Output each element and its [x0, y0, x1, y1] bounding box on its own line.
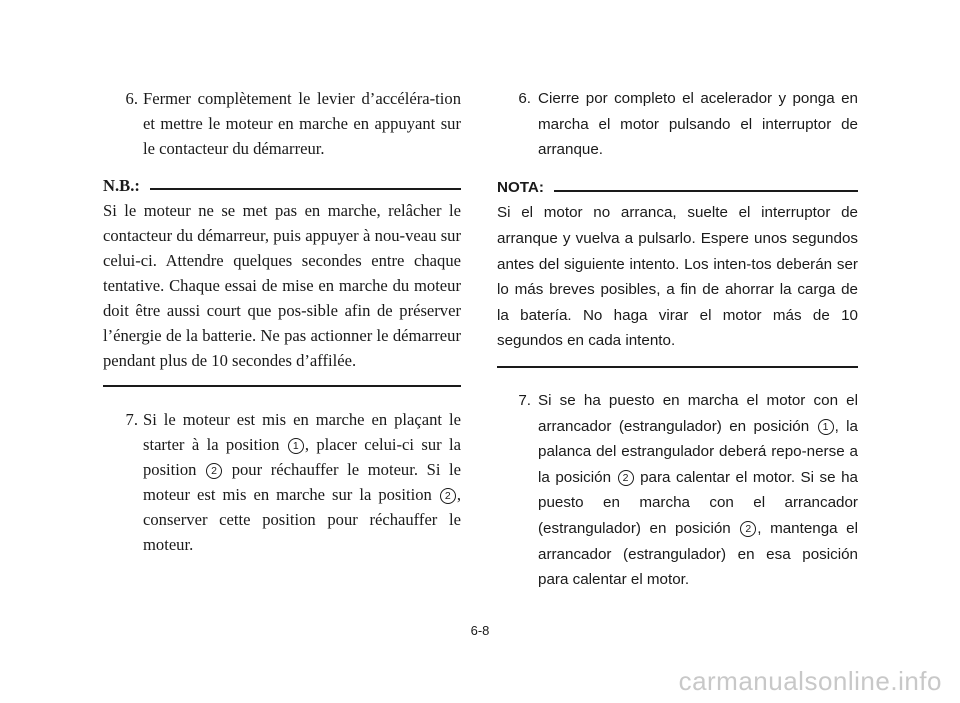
french-step-7 — [103, 407, 461, 557]
position-1-marker: 1 — [818, 419, 834, 435]
note-end-rule — [497, 366, 858, 368]
french-column — [103, 86, 461, 557]
spanish-step-6 — [497, 86, 858, 163]
french-note-header — [103, 173, 461, 198]
spanish-note-header — [497, 175, 858, 201]
spanish-step-7 — [497, 388, 858, 593]
step-text: Fermer complètement le levier d’accéléra-tion et mettre le moteur en marche en appuyant sur le contacteur du démarreur. — [143, 89, 461, 158]
position-1-marker: 1 — [288, 438, 304, 454]
step-text: Cierre por completo el acelerador y ponga en marcha el motor pulsando el interruptor de arranque. — [538, 90, 858, 159]
note-rule — [150, 188, 461, 190]
note-label: N.B.: — [103, 176, 140, 195]
step-number: 6. — [125, 89, 138, 108]
page-number: 6-8 — [470, 623, 490, 638]
position-2-marker: 2 — [440, 488, 456, 504]
step-number: 6. — [518, 90, 531, 107]
french-note-text: Si le moteur ne se met pas en marche, relâcher le contacteur du démarreur, puis appuyer à nou-veau sur celui-ci. Attendre quelques secondes entre chaque tentative. Chaque essai de mise en marche du moteur doit être aussi court que pos-sible afin de préserver l’énergie de la batterie. Ne pas actionner le démarreur pendant plus de 10 secondes d’affilée. — [103, 201, 461, 370]
step-number: 7. — [518, 391, 531, 409]
note-rule — [554, 190, 858, 192]
step-number: 7. — [125, 410, 138, 429]
step-text: Si se ha puesto en marcha el motor con el arrancador (estrangulador) en posición 1 , la palanca del estrangulador deberá repo-nerse a la posición 2 para calentar el motor. Si se ha puesto en marcha con el arrancador (estrangulador) en posición 2 , mantenga el arrancador (estrangulador) en esa posición para calentar el motor. — [538, 391, 859, 589]
spanish-column — [497, 86, 858, 593]
french-step-6 — [103, 86, 461, 161]
step-text: Si le moteur est mis en marche en plaçant le starter à la position 1 , placer celui-ci sur la position 2 pour réchauffer le moteur. Si le moteur est mis en marche sur la position 2 , conserver cette position pour réchauffer le moteur. — [143, 410, 462, 554]
position-2-marker: 2 — [740, 521, 756, 537]
position-2-marker: 2 — [618, 470, 634, 486]
position-2-marker: 2 — [206, 463, 222, 479]
watermark: carmanualsonline.info — [678, 666, 942, 696]
note-end-rule — [103, 385, 461, 387]
note-label: NOTA: — [497, 178, 544, 196]
spanish-note-text: Si el motor no arranca, suelte el interruptor de arranque y vuelva a pulsarlo. Espere unos segundos antes del siguiente intento. Los inten-tos deberán ser lo más breves posibles, a fin de ahorrar la carga de la batería. No haga virar el motor más de 10 segundos en cada intento. — [497, 204, 858, 350]
